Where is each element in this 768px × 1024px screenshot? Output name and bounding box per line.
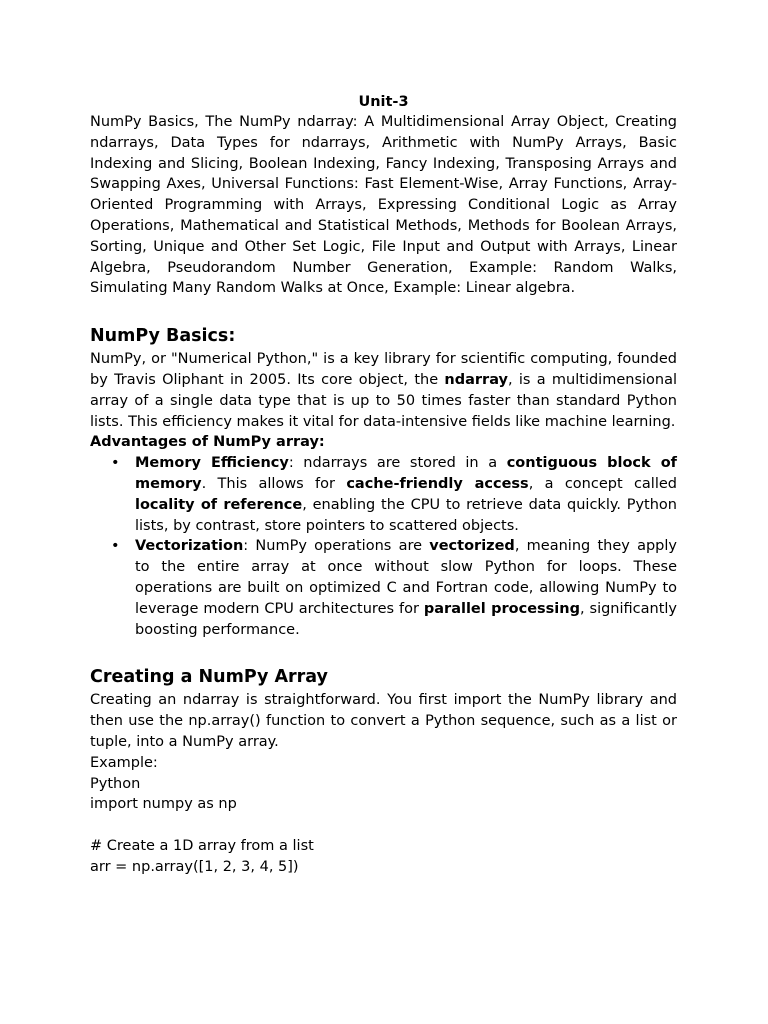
code-array-line: arr = np.array([1, 2, 3, 4, 5]) bbox=[90, 858, 299, 875]
term-contiguous-block: contiguous block of memory bbox=[135, 455, 677, 492]
bullet-icon: • bbox=[111, 455, 120, 472]
term-cache-friendly: cache-friendly access bbox=[346, 475, 529, 492]
bullet-icon: • bbox=[111, 538, 120, 555]
advantages-list bbox=[90, 453, 677, 640]
term-memory-efficiency: Memory Efficiency bbox=[135, 455, 289, 472]
creating-array-heading: Creating a NumPy Array bbox=[90, 667, 328, 688]
advantages-heading: Advantages of NumPy array: bbox=[90, 434, 325, 451]
document-page bbox=[90, 92, 677, 878]
basics-ndarray-term: ndarray bbox=[444, 371, 508, 388]
unit-title: Unit-3 bbox=[358, 94, 409, 110]
item1-text-c: , a concept called bbox=[528, 475, 677, 492]
creating-array-paragraph: Creating an ndarray is straightforward. You first import the NumPy library and then use the np.array() function to convert a Python sequence, such as a list or tuple, into a NumPy array. bbox=[90, 692, 677, 750]
list-item-vectorization bbox=[111, 536, 678, 640]
code-import-line: import numpy as np bbox=[90, 796, 237, 813]
basics-text-1: NumPy, or "Numerical Python," is a key library for scientific computing, founded by Travis Oliphant in 2005. Its core object, the bbox=[90, 351, 677, 388]
term-locality: locality of reference bbox=[135, 496, 303, 513]
numpy-basics-heading: NumPy Basics: bbox=[90, 326, 236, 347]
language-label: Python bbox=[90, 775, 141, 792]
item1-text-a: : ndarrays are stored in a bbox=[288, 455, 507, 472]
item2-text-a: : NumPy operations are bbox=[243, 538, 430, 555]
item2-text-b: , meaning they apply to the entire array at once without slow Python for loops. These operations are built on optimized C and Fortran code, allowing NumPy to leverage modern CPU architectures for bbox=[135, 538, 677, 617]
intro-paragraph: NumPy Basics, The NumPy ndarray: A Multidimensional Array Object, Creating ndarrays, Data Types for ndarrays, Arithmetic with NumPy Arrays, Basic Indexing and Slicing, Boolean Indexing, Fancy Indexing, Transposing Arrays and Swapping Axes, Universal Functions: Fast Element-Wise, Array Functions, Array-Oriented Programming with Arrays, Expressing Conditional Logic as Array Operations, Mathematical and Statistical Methods, Methods for Boolean Arrays, Sorting, Unique and Other Set Logic, File Input and Output with Arrays, Linear Algebra, Pseudorandom Number Generation, Example: Random Walks, Simulating Many Random Walks at Once, Example: Linear algebra. bbox=[90, 114, 677, 297]
item1-text-b: . This allows for bbox=[201, 475, 347, 492]
item2-text-c: , significantly boosting performance. bbox=[135, 600, 678, 638]
item1-text-d: , enabling the CPU to retrieve data quickly. Python lists, by contrast, store pointers to scattered objects. bbox=[135, 496, 677, 534]
code-comment-line: # Create a 1D array from a list bbox=[90, 837, 314, 854]
example-label: Example: bbox=[90, 754, 158, 771]
term-vectorization: Vectorization bbox=[135, 538, 244, 555]
term-parallel-processing: parallel processing bbox=[423, 600, 580, 617]
numpy-basics-paragraph bbox=[90, 349, 677, 432]
basics-text-2: , is a multidimensional array of a single data type that is up to 50 times faster than standard Python lists. This efficiency makes it vital for data-intensive fields like machine learning. bbox=[90, 371, 677, 430]
blank-line bbox=[90, 815, 677, 836]
list-item-memory-efficiency bbox=[111, 453, 677, 536]
term-vectorized: vectorized bbox=[429, 538, 515, 555]
